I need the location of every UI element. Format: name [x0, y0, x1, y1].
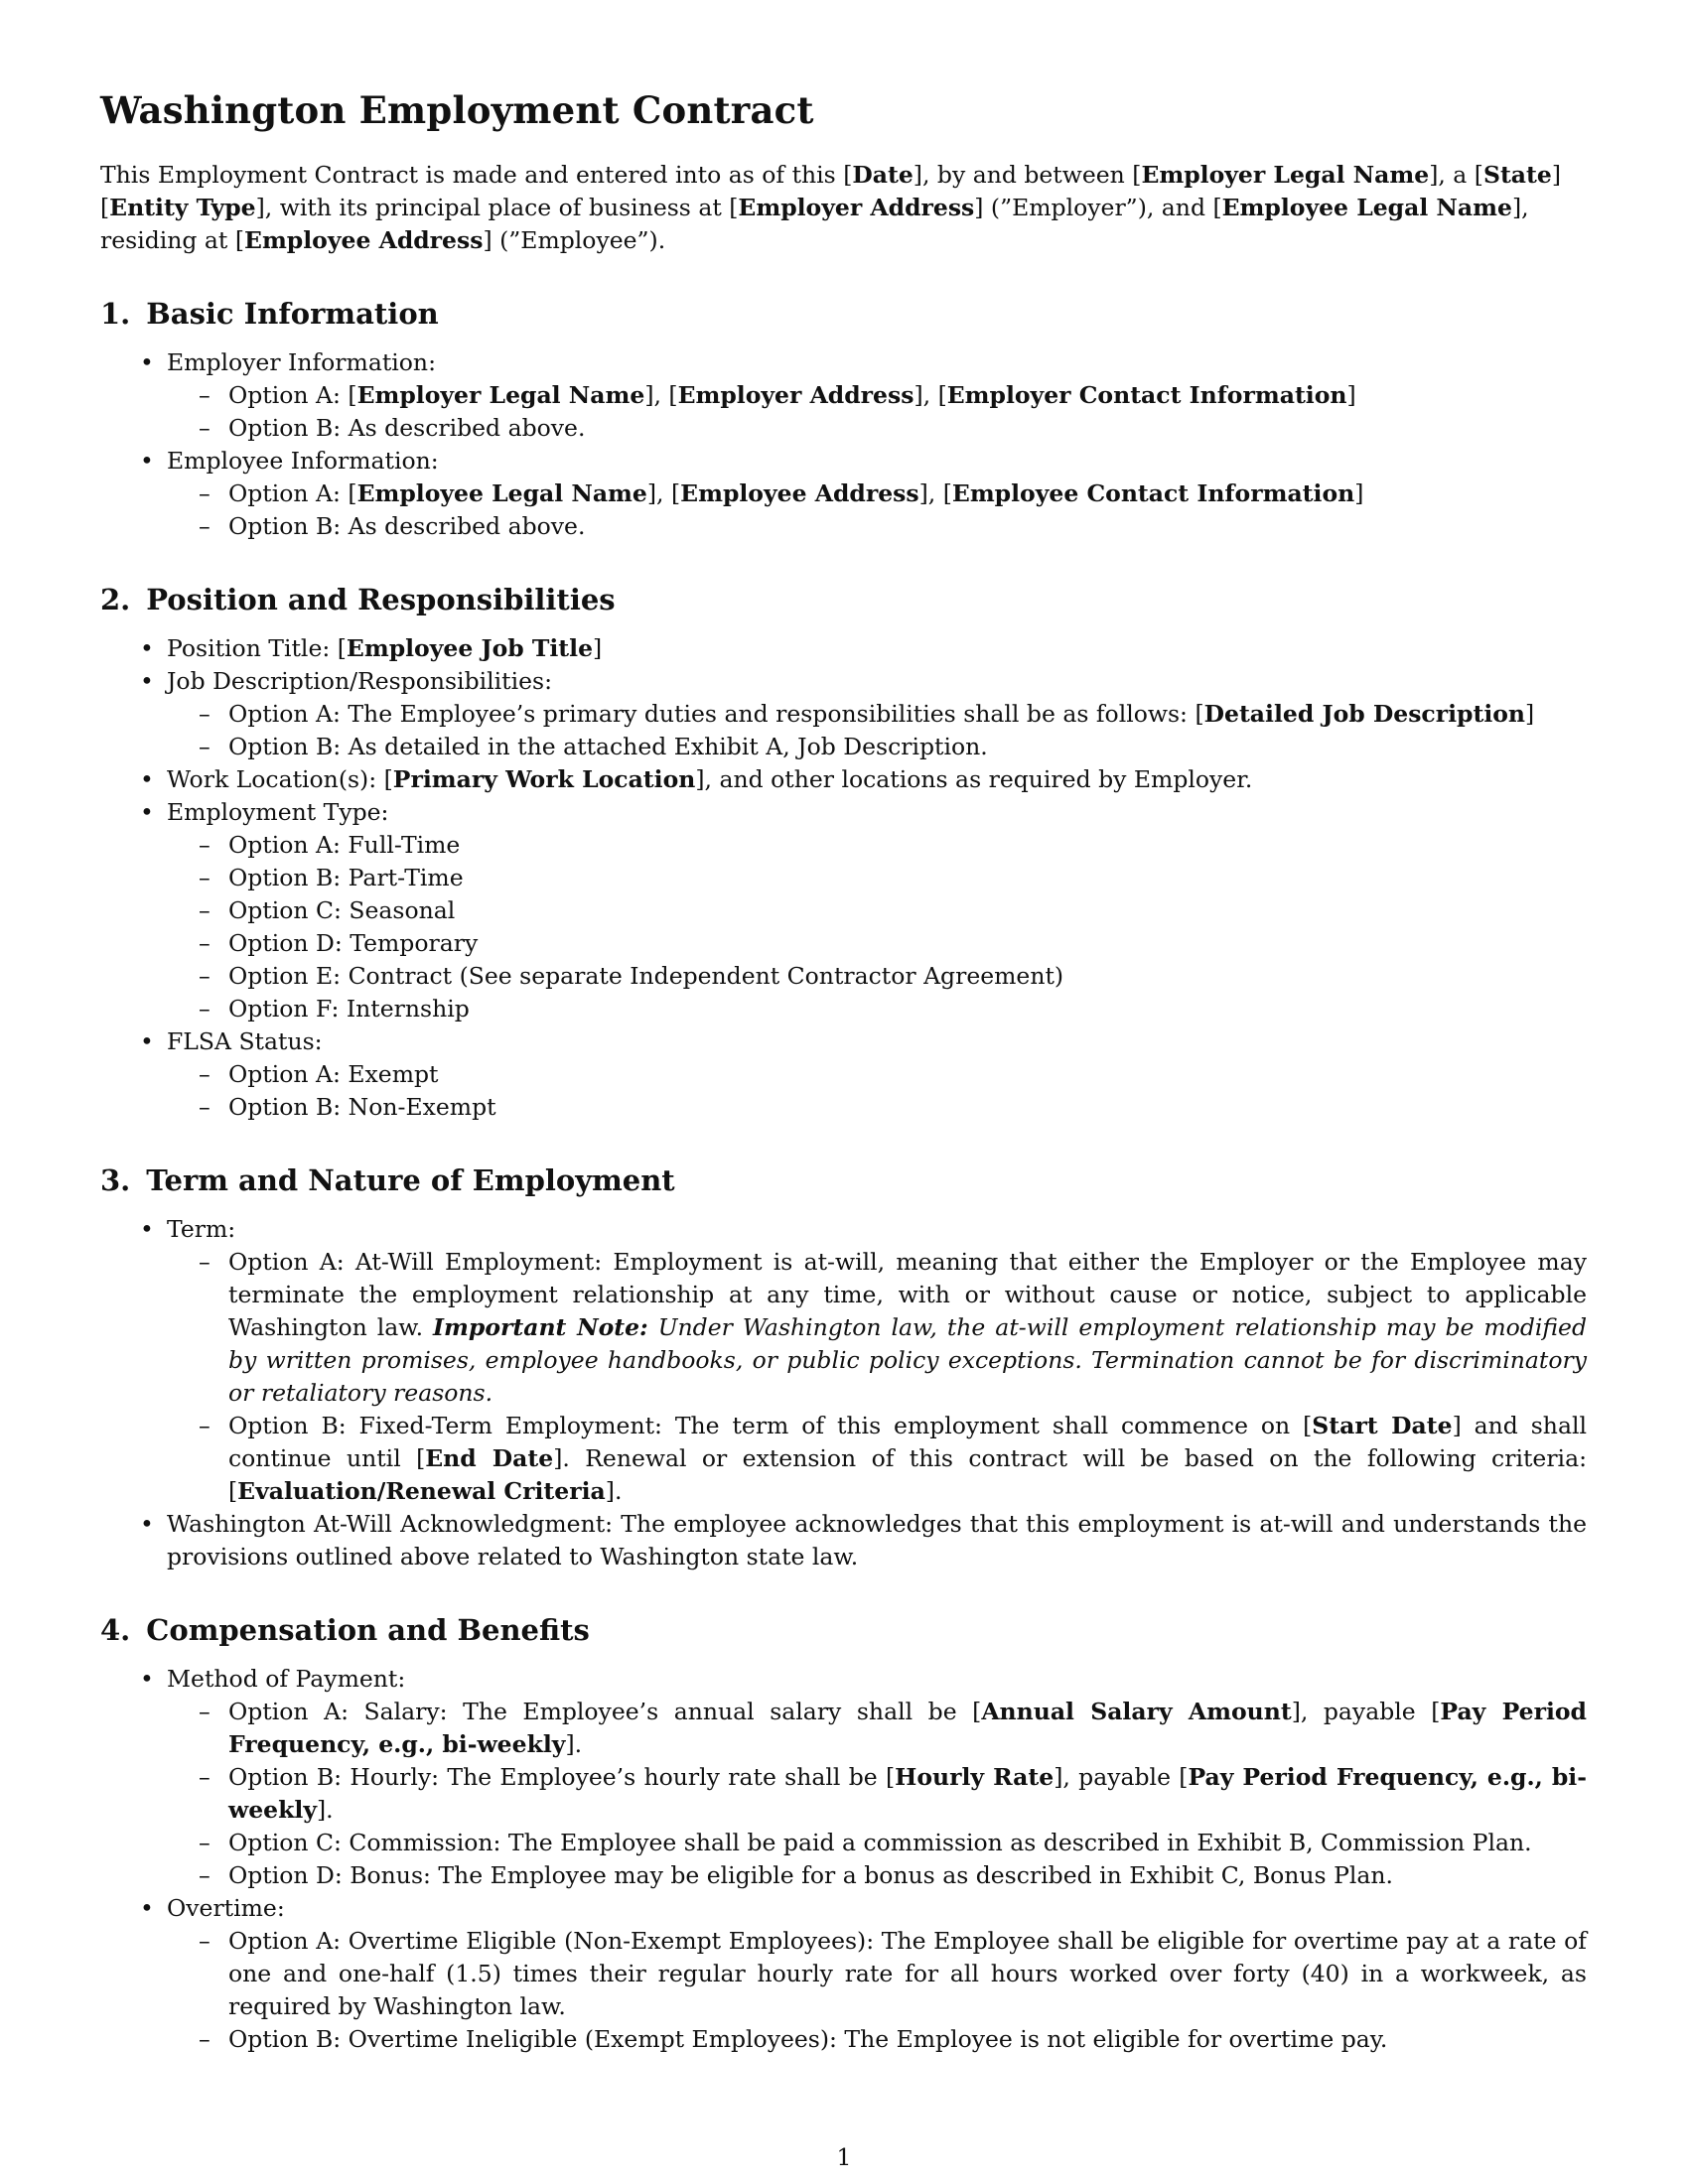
text-run: ] (”Employer”), and [: [974, 194, 1222, 221]
section-title: Position and Responsibilities: [146, 583, 616, 616]
text-run: Option C: Commission: The Employee shall be paid a commission as described in Exhibit B, Commission Plan.: [228, 1829, 1532, 1856]
option-item: [228, 1761, 1587, 1827]
section-list: [100, 632, 1587, 1124]
option-item: [228, 510, 1587, 543]
placeholder-field: Employer Address: [677, 381, 914, 409]
placeholder-field: Employee Legal Name: [356, 479, 647, 507]
placeholder-field: Employee Job Title: [346, 634, 594, 662]
section-number: 4.: [100, 1613, 131, 1647]
list-item: [167, 346, 1587, 445]
text-run: Option A: [: [228, 381, 357, 409]
list-item-text: [167, 348, 436, 376]
placeholder-field: Employee Contact Information: [951, 479, 1355, 507]
text-run: Overtime:: [167, 1894, 285, 1922]
option-item: [228, 1859, 1587, 1892]
list-item: [167, 796, 1587, 1025]
text-run: Option A: Full-Time: [228, 831, 461, 859]
section-heading: [100, 1611, 1587, 1649]
placeholder-field: Pay Period Frequency, e.g., bi-weekly: [228, 1763, 1587, 1824]
placeholder-field: Pay Period Frequency, e.g., bi-weekly: [228, 1698, 1587, 1758]
section-list: [100, 1663, 1587, 2056]
list-item-text: [167, 798, 388, 826]
text-run: Employment Type:: [167, 798, 389, 826]
section-heading: [100, 1161, 1587, 1199]
list-item: [167, 632, 1587, 665]
option-item: [228, 2023, 1587, 2056]
text-run: Option A: Overtime Eligible (Non-Exempt Employees): The Employee shall be eligible for overtime pay at a rate of one and one-half (1.5) times their regular hourly rate for all hours worked over forty (40) in a workweek, as required by Washington law.: [228, 1927, 1587, 2020]
text-run: ], a [: [1429, 161, 1483, 189]
list-item-text: [167, 667, 552, 695]
placeholder-field: Employer Legal Name: [1141, 161, 1430, 189]
text-run: Option A: At-Will Employment: Employment is at-will, meaning that either the Employer or the Employee may terminate the employment relationship at any time, with or without cause or notice, subject to applicable Washington law.: [228, 1248, 1587, 1341]
list-item: [167, 1663, 1587, 1892]
option-list: [167, 698, 1587, 763]
option-list: [167, 1246, 1587, 1508]
option-item: [228, 1827, 1587, 1859]
text-run: ] (”Employee”).: [483, 226, 666, 254]
section-number: 1.: [100, 297, 131, 331]
text-run: Option A: Salary: The Employee’s annual salary shall be [: [228, 1698, 982, 1725]
text-run: ], residing at [: [100, 194, 1529, 254]
option-item: [228, 1925, 1587, 2023]
option-list: [167, 478, 1587, 543]
text-run: Option A: Exempt: [228, 1060, 439, 1088]
list-item-text: [167, 1894, 285, 1922]
text-run: This Employment Contract is made and entered into as of this [: [100, 161, 853, 189]
list-item: [167, 763, 1587, 796]
list-item: [167, 1025, 1587, 1124]
section-number: 3.: [100, 1163, 131, 1197]
option-item: [228, 698, 1587, 731]
text-run: Method of Payment:: [167, 1665, 406, 1693]
text-run: Job Description/Responsibilities:: [167, 667, 553, 695]
option-list: [167, 379, 1587, 445]
text-run: ]: [593, 634, 603, 662]
option-item: [228, 960, 1587, 993]
placeholder-field: Employee Legal Name: [1221, 194, 1512, 221]
placeholder-field: Evaluation/Renewal Criteria: [237, 1477, 606, 1505]
text-run: FLSA Status:: [167, 1027, 323, 1055]
text-run: Washington At-Will Acknowledgment: The employee acknowledges that this employment is at-will and understands the provisions outlined above related to Washington state law.: [167, 1510, 1587, 1570]
option-item: [228, 1696, 1587, 1761]
text-run: ], by and between [: [913, 161, 1142, 189]
list-item: [167, 445, 1587, 543]
text-run: Option B: Non-Exempt: [228, 1093, 496, 1121]
text-run: Option B: Fixed-Term Employment: The term of this employment shall commence on [: [228, 1412, 1313, 1439]
option-item: [228, 1058, 1587, 1091]
text-run: Option C: Seasonal: [228, 896, 456, 924]
text-run: Option B: Overtime Ineligible (Exempt Employees): The Employee is not eligible for overtime pay.: [228, 2025, 1388, 2053]
option-list: [167, 1925, 1587, 2056]
placeholder-field: Employee Address: [244, 226, 484, 254]
text-run: ].: [605, 1477, 623, 1505]
option-item: [228, 478, 1587, 510]
option-item: [228, 862, 1587, 894]
text-run: ]: [1354, 479, 1364, 507]
placeholder-field: Date: [852, 161, 914, 189]
text-run: ], payable [: [1054, 1763, 1189, 1791]
text-run: ] [: [100, 161, 1561, 221]
intro-paragraph: [100, 159, 1587, 257]
text-run: Employee Information:: [167, 447, 439, 475]
text-run: Position Title: [: [167, 634, 347, 662]
section-title: Basic Information: [146, 297, 439, 331]
list-item: [167, 1213, 1587, 1508]
list-item: [167, 1892, 1587, 2056]
option-item: [228, 1410, 1587, 1508]
text-run: ].: [565, 1730, 583, 1758]
option-list: [167, 1058, 1587, 1124]
list-item: [167, 1508, 1587, 1573]
list-item-text: [167, 447, 439, 475]
text-run: Employer Information:: [167, 348, 436, 376]
text-run: Work Location(s): [: [167, 765, 393, 793]
placeholder-field: Employee Address: [680, 479, 919, 507]
option-item: [228, 412, 1587, 445]
option-item: [228, 927, 1587, 960]
section-title: Compensation and Benefits: [146, 1613, 590, 1647]
section-number: 2.: [100, 583, 131, 616]
placeholder-field: Employer Legal Name: [356, 381, 645, 409]
text-run: ], [: [918, 479, 952, 507]
list-item-text: [167, 1215, 235, 1243]
placeholder-field: Annual Salary Amount: [981, 1698, 1292, 1725]
list-item-text: [167, 634, 602, 662]
section-heading: [100, 581, 1587, 618]
document-title: Washington Employment Contract: [100, 88, 814, 132]
placeholder-field: Employer Contact Information: [946, 381, 1347, 409]
placeholder-field: Primary Work Location: [392, 765, 696, 793]
text-run: ].: [317, 1796, 334, 1824]
text-run: Option A: The Employee’s primary duties and responsibilities shall be as follows: [: [228, 700, 1204, 728]
text-run: Option A: [: [228, 479, 357, 507]
placeholder-field: Detailed Job Description: [1203, 700, 1526, 728]
text-run: ]: [1346, 381, 1356, 409]
option-list: [167, 829, 1587, 1025]
text-run: ] and shall continue until [: [228, 1412, 1587, 1472]
text-run: Option D: Temporary: [228, 929, 479, 957]
option-item: [228, 379, 1587, 412]
list-item-text: [167, 765, 1252, 793]
placeholder-field: Hourly Rate: [895, 1763, 1055, 1791]
placeholder-field: Entity Type: [109, 194, 256, 221]
list-item: [167, 665, 1587, 763]
section-list: [100, 1213, 1587, 1573]
section-list: [100, 346, 1587, 543]
text-run: Option B: Part-Time: [228, 864, 464, 891]
text-run: ]: [1525, 700, 1535, 728]
placeholder-field: Start Date: [1312, 1412, 1453, 1439]
option-item: [228, 1091, 1587, 1124]
text-run: ], payable [: [1291, 1698, 1441, 1725]
text-run: Option B: As described above.: [228, 414, 586, 442]
text-run: ], [: [646, 479, 681, 507]
option-item: [228, 1246, 1587, 1410]
list-item-text: [167, 1665, 405, 1693]
placeholder-field: End Date: [425, 1444, 554, 1472]
text-run: ]. Renewal or extension of this contract will be based on the following criteria: [: [228, 1444, 1587, 1505]
text-run: Under Washington law, the at-will employment relationship may be modified by written promises, employee handbooks, or public policy exceptions. Termination cannot be for discriminatory or retaliatory reasons.: [228, 1313, 1588, 1407]
placeholder-field: State: [1482, 161, 1552, 189]
text-run: Option F: Internship: [228, 995, 470, 1023]
option-list: [167, 1696, 1587, 1892]
text-run: Option E: Contract (See separate Independent Contractor Agreement): [228, 962, 1064, 990]
text-run: Option B: Hourly: The Employee’s hourly rate shall be [: [228, 1763, 896, 1791]
placeholder-field: Employer Address: [738, 194, 975, 221]
option-item: [228, 894, 1587, 927]
list-item-text: [167, 1027, 323, 1055]
text-run: Option B: As described above.: [228, 512, 586, 540]
text-run: ], [: [644, 381, 678, 409]
section-heading: [100, 295, 1587, 333]
page-number: 1: [836, 2143, 852, 2171]
text-run: Term:: [167, 1215, 236, 1243]
text-run: ], [: [914, 381, 947, 409]
section-title: Term and Nature of Employment: [146, 1163, 675, 1197]
text-run: ], with its principal place of business at [: [255, 194, 739, 221]
option-item: [228, 993, 1587, 1025]
sections-container: [100, 295, 1587, 2056]
text-run: Option D: Bonus: The Employee may be eligible for a bonus as described in Exhibit C, Bonus Plan.: [228, 1861, 1394, 1889]
option-item: [228, 731, 1587, 763]
list-item-text: [167, 1510, 1587, 1570]
option-item: [228, 829, 1587, 862]
text-run: Option B: As detailed in the attached Exhibit A, Job Description.: [228, 733, 988, 760]
text-run: ], and other locations as required by Employer.: [695, 765, 1253, 793]
placeholder-field: Important Note:: [433, 1313, 648, 1341]
